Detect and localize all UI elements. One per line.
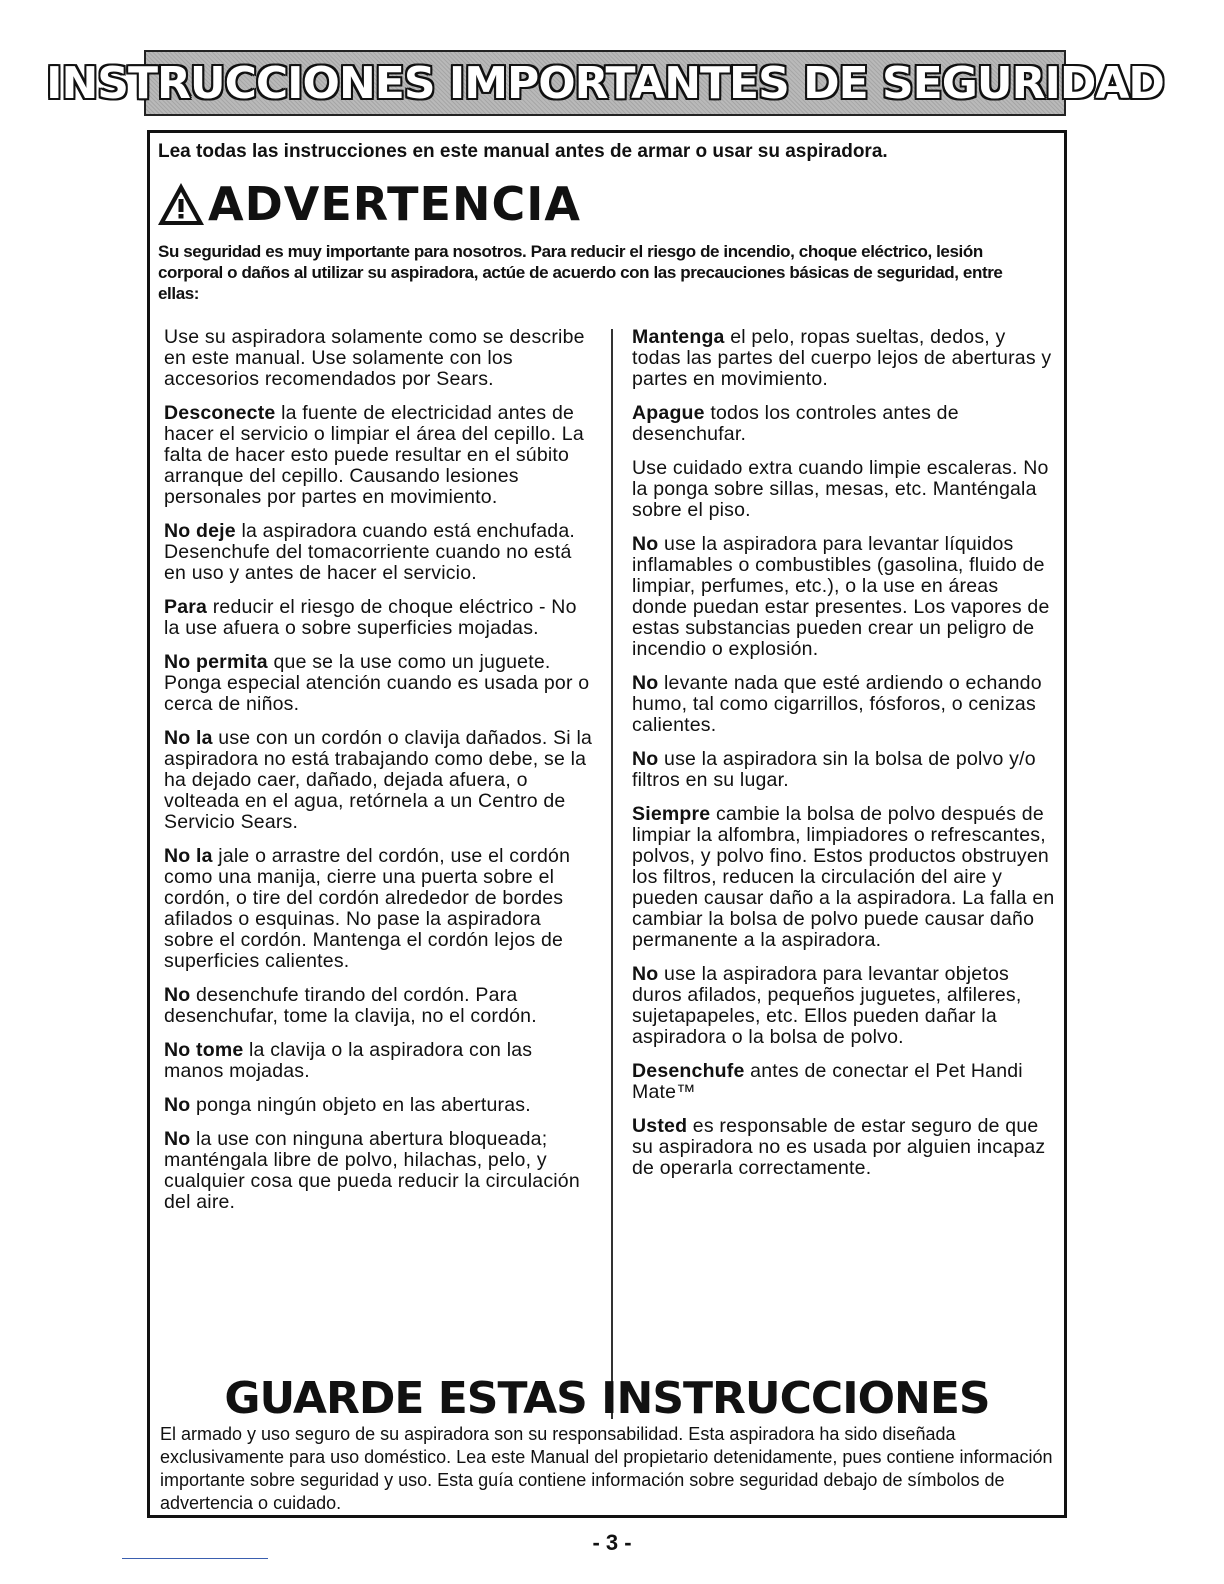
safety-box: [147, 130, 1067, 1518]
column-divider: [611, 329, 613, 1419]
warning-triangle-icon: [156, 181, 206, 227]
instruction-item: Para reducir el riesgo de choque eléctrico - No la use afuera o sobre superficies mojadas.: [164, 596, 577, 639]
instruction-item: No use la aspiradora para levantar líquidos inflamables o combustibles (gasolina, fluido de limpiar, perfumes, etc.), o la use en áreas donde puedan estar presentes. Los vapores de estas substancias pueden crear un peligro de incendio o explosión.: [632, 533, 1050, 660]
warning-lead: Su seguridad es muy importante para nosotros. Para reducir el riesgo de incendio, choque eléctrico, lesión corporal o daños al utilizar su aspiradora, actúe de acuerdo con las precauciones básicas de seguridad, entre ellas:: [158, 242, 1003, 303]
warning-heading: [156, 169, 581, 239]
instruction-item: No la use con un cordón o clavija dañados. Si la aspiradora no está trabajando como debe, se la ha dejado caer, dañado, dejada afuera, o volteada en el agua, retórnela a un Centro de Servicio Sears.: [164, 727, 593, 833]
instruction-item: Desenchufe antes de conectar el Pet Handi Mate™: [632, 1060, 1023, 1103]
instruction-item: Mantenga el pelo, ropas sueltas, dedos, y todas las partes del cuerpo lejos de aberturas y partes en movimiento.: [632, 326, 1052, 390]
instruction-item: No ponga ningún objeto en las aberturas.: [164, 1094, 531, 1116]
page-number: - 3 -: [592, 1530, 632, 1555]
instruction-item: No deje la aspiradora cuando está enchufada. Desenchufe del tomacorriente cuando no está en uso y antes de hacer el servicio.: [164, 520, 575, 584]
instruction-item: No tome la clavija o la aspiradora con las manos mojadas.: [164, 1039, 533, 1082]
instruction-item: Use cuidado extra cuando limpie escaleras. No la ponga sobre sillas, mesas, etc. Manténgala sobre el piso.: [632, 457, 1049, 521]
instruction-item: Desconecte la fuente de electricidad antes de hacer el servicio o limpiar el área del cepillo. La falta de hacer esto puede resultar en el súbito arranque del cepillo. Causando lesiones personales por partes en movimiento.: [164, 402, 584, 508]
instruction-item: No desenchufe tirando del cordón. Para desenchufar, tome la clavija, no el cordón.: [164, 984, 537, 1027]
intro-text: Lea todas las instrucciones en este manual antes de armar o usar su aspiradora.: [158, 141, 888, 162]
footer-text: El armado y uso seguro de su aspiradora son su responsabilidad. Esta aspiradora ha sido diseñada exclusivamente para uso doméstico. Lea este Manual del propietario detenidamente, pues contiene información importante sobre seguridad y uso. Esta guía contiene información sobre seguridad debajo de símbolos de advertencia o cuidado.: [160, 1424, 1053, 1513]
instruction-item: No la jale o arrastre del cordón, use el cordón como una manija, cierre una puerta sobre el cordón, o tire del cordón alrededor de bordes afilados o esquinas. No pase la aspiradora sobre el cordón. Mantenga el cordón lejos de superficies calientes.: [164, 845, 571, 972]
instruction-item: Apague todos los controles antes de desenchufar.: [632, 402, 959, 445]
warning-title: ADVERTENCIA: [208, 177, 581, 231]
instruction-item: No use la aspiradora para levantar objetos duros afilados, pequeños juguetes, alfileres, sujetapapeles, etc. Ellos pueden dañar la aspiradora o la bolsa de polvo.: [632, 963, 1022, 1048]
instruction-item: No permita que se la use como un juguete. Ponga especial atención cuando es usada por o cerca de niños.: [164, 651, 590, 715]
left-column: [164, 327, 594, 1226]
instruction-item: Siempre cambie la bolsa de polvo después de limpiar la alfombra, limpiadores o refrescantes, polvos, y polvo fino. Estos productos obstruyen los filtros, reducen la circulación del aire y pueden causar daño a la aspiradora. La falla en cambiar la bolsa de polvo puede causar daño permanente a la aspiradora.: [632, 803, 1055, 951]
right-column: [632, 327, 1057, 1192]
save-instructions-title: GUARDE ESTAS INSTRUCCIONES: [224, 1373, 990, 1424]
instruction-item: Use su aspiradora solamente como se describe en este manual. Use solamente con los accesorios recomendados por Sears.: [164, 326, 585, 390]
title-banner: [46, 50, 1164, 116]
instruction-item: Usted es responsable de estar seguro de que su aspiradora no es usada por alguien incapaz de operarla correctamente.: [632, 1115, 1046, 1179]
instruction-item: No la use con ninguna abertura bloqueada; manténgala libre de polvo, hilachas, pelo, y cualquier cosa que pueda reducir la circulación del aire.: [164, 1128, 580, 1213]
instruction-item: No levante nada que esté ardiendo o echando humo, tal como cigarrillos, fósforos, o cenizas calientes.: [632, 672, 1042, 736]
footer-rule: [122, 1558, 268, 1559]
page-title: INSTRUCCIONES IMPORTANTES DE SEGURIDAD: [46, 57, 1164, 109]
instruction-item: No use la aspiradora sin la bolsa de polvo y/o filtros en su lugar.: [632, 748, 1036, 791]
